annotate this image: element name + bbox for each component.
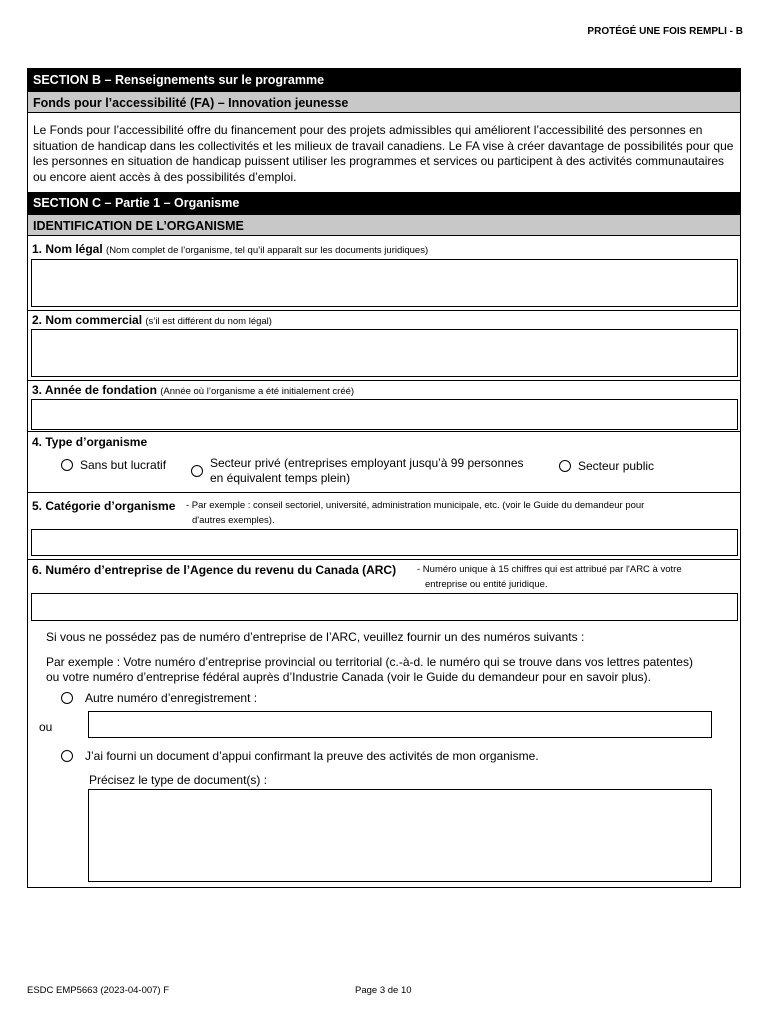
q6-hint-line1: - Numéro unique à 15 chiffres qui est attribué par l'ARC à votre — [417, 564, 682, 575]
q4-label: 4. Type d’organisme — [32, 435, 148, 449]
radio-public-sector[interactable] — [559, 460, 571, 472]
q1-label: 1. Nom légal — [32, 242, 103, 256]
radio-nonprofit[interactable] — [61, 459, 73, 471]
alt-number-example-line1: Par exemple : Votre numéro d’entreprise provincial ou territorial (c.-à-d. le numéro qui se trouve dans vos lettres patentes) — [46, 655, 693, 669]
or-label: ou — [39, 720, 53, 734]
supporting-document-label: J’ai fourni un document d’appui confirmant la preuve des activités de mon organisme. — [85, 749, 539, 763]
radio-other-number[interactable] — [61, 692, 73, 704]
section-b-description: Le Fonds pour l’accessibilité offre du financement pour des projets admissibles qui améliorent l’accessibilité des personnes en situation de handicap dans les collectivités et les milieux de travail canadiens. Le FA vise à créer davantage de possibilités pour que les personnes en situation de handicap puissent utiliser les programmes et services ou participent à des activités communautaires ou encore aient accès à des possibilités d’emploi. — [33, 123, 734, 184]
q5-hint-line1: - Par exemple : conseil sectoriel, université, administration municipale, etc. (voir le Guide du demandeur pour — [186, 500, 645, 511]
other-number-label: Autre numéro d’enregistrement : — [85, 691, 258, 705]
business-name-input[interactable] — [31, 329, 738, 377]
q2-hint: (s’il est différent du nom légal) — [145, 316, 272, 327]
page-number: Page 3 de 10 — [355, 985, 412, 996]
option-private-label-line1: Secteur privé (entreprises employant jusqu’à 99 personnes — [210, 456, 524, 470]
divider — [28, 380, 740, 381]
option-private-label-line2: en équivalent temps plein) — [210, 471, 351, 485]
document-type-textarea[interactable] — [88, 789, 712, 882]
form-id: ESDC EMP5663 (2023-04-007) F — [27, 985, 170, 996]
alt-number-intro: Si vous ne possédez pas de numéro d’entreprise de l’ARC, veuillez fournir un des numéros suivants : — [46, 630, 585, 644]
document-type-label: Précisez le type de document(s) : — [89, 773, 268, 787]
radio-supporting-document[interactable] — [61, 750, 73, 762]
option-public-label: Secteur public — [578, 459, 655, 473]
q5-label-wrap — [32, 499, 175, 513]
legal-name-input[interactable] — [31, 259, 738, 307]
q4-label-wrap — [32, 435, 147, 449]
cra-business-number-input[interactable] — [31, 593, 738, 621]
q2-label-group — [32, 313, 272, 327]
q5-label: 5. Catégorie d’organisme — [32, 499, 176, 513]
protected-label: PROTÉGÉ UNE FOIS REMPLI - B — [587, 26, 743, 37]
q1-label-group — [32, 242, 428, 256]
radio-private-sector[interactable] — [191, 465, 203, 477]
q3-label: 3. Année de fondation — [32, 383, 157, 397]
q5-hint-line2: d'autres exemples). — [192, 515, 275, 526]
form-frame — [27, 68, 741, 888]
divider — [28, 492, 740, 493]
q3-label-group — [32, 383, 354, 397]
option-nonprofit-label: Sans but lucratif — [80, 458, 167, 472]
divider — [28, 431, 740, 432]
alt-number-example-line2: ou votre numéro d’entreprise fédéral auprès d’Industrie Canada (voir le Guide du demandeur pour en savoir plus). — [46, 670, 652, 684]
section-b-subtitle: Fonds pour l’accessibilité (FA) – Innovation jeunesse — [28, 91, 740, 113]
org-category-input[interactable] — [31, 529, 738, 556]
other-registration-number-input[interactable] — [88, 711, 712, 738]
q6-hint-line2: entreprise ou entité juridique. — [425, 579, 548, 590]
q6-label-wrap — [32, 563, 396, 577]
section-c-title: SECTION C – Partie 1 – Organisme — [28, 192, 740, 214]
q2-label: 2. Nom commercial — [32, 313, 143, 327]
section-b-title: SECTION B – Renseignements sur le programme — [28, 69, 740, 91]
q6-label: 6. Numéro d’entreprise de l’Agence du revenu du Canada (ARC) — [32, 563, 397, 577]
divider — [28, 559, 740, 560]
divider — [28, 310, 740, 311]
founding-year-input[interactable] — [31, 399, 738, 430]
q1-hint: (Nom complet de l’organisme, tel qu’il apparaît sur les documents juridiques) — [106, 245, 429, 256]
section-c-subtitle: IDENTIFICATION DE L’ORGANISME — [28, 214, 740, 236]
q3-hint: (Année où l’organisme a été initialement créé) — [160, 386, 355, 397]
